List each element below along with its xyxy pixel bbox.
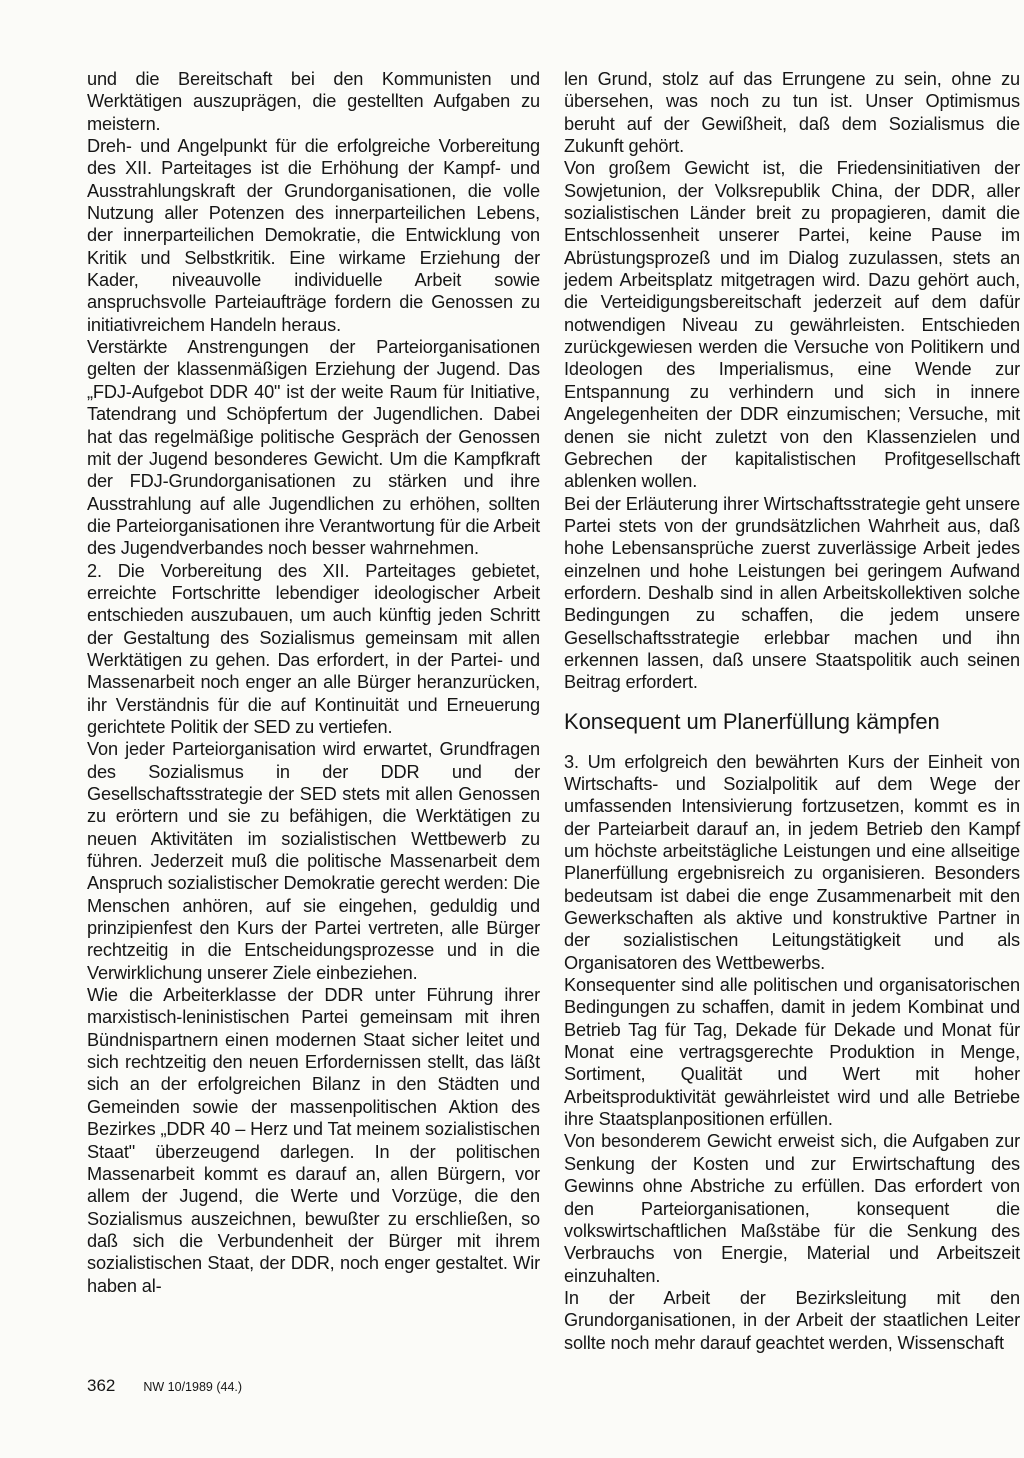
paragraph: Verstärkte Anstrengungen der Parteiorganisationen gelten der klassenmäßigen Erziehung der Jugend. Das „FDJ-Aufgebot DDR 40" ist der weite Raum für Initiative, Tatendrang und Schöpfertum der Jugendlichen. Dabei hat das regelmäßige politische Gespräch der Genossen mit der Jugend besonderes Gewicht. Um die Kampfkraft der FDJ-Grundorganisationen zu stärken und ihre Ausstrahlung auf alle Jugendlichen zu erhöhen, sollten die Parteiorganisationen ihre Verantwortung für die Arbeit des Jugendverbandes noch besser wahrnehmen. [87,337,540,559]
paragraph: Wie die Arbeiterklasse der DDR unter Führung ihrer marxistisch-leninistischen Partei gemeinsam mit ihren Bündnispartnern einen modernen Staat sicher leitet und sich rechtzeitig den neuen Erfordernissen stellt, das läßt sich an der erfolgreichen Bilanz in den Städten und Gemeinden sowie der massenpolitischen Aktion des Bezirkes „DDR 40 – Herz und Tat meinem sozialistischen Staat" überzeugend darlegen. In der politischen Massenarbeit kommt es darauf an, allen Bürgern, vor allem der Jugend, die Werte und Vorzüge, die den Sozialismus auszeichnen, bewußter zu erschließen, so daß sich die Verbundenheit der Bürger mit ihrem sozialistischen Staat, der DDR, noch enger gestaltet. Wir haben al- [87,985,540,1296]
page-footer [87,1376,242,1396]
paragraph: Von besonderem Gewicht erweist sich, die Aufgaben zur Senkung der Kosten und zur Erwirtschaftung des Gewinns ohne Abstriche zu erfüllen. Das erfordert von den Parteiorganisationen, konsequent die volkswirtschaftlichen Maßstäbe für die Senkung des Verbrauchs von Energie, Material und Arbeitszeit einzuhalten. [564,1131,1020,1286]
paragraph: 3. Um erfolgreich den bewährten Kurs der Einheit von Wirtschafts- und Sozialpolitik auf dem Wege der umfassenden Intensivierung fortzusetzen, kommt es in der Parteiarbeit darauf an, in jedem Betrieb den Kampf um höchste arbeitstägliche Leistungen und eine allseitige Planerfüllung ergebnisreich zu organisieren. Besonders bedeutsam ist dabei die enge Zusammenarbeit mit den Gewerkschaften als aktive und konstruktive Partner in der sozialistischen Leitungstätigkeit und als Organisatoren des Wettbewerbs. [564,751,1020,973]
page-number: 362 [87,1376,116,1395]
paragraph: Bei der Erläuterung ihrer Wirtschaftsstrategie geht unsere Partei stets von der grundsätzlichen Wahrheit aus, daß hohe Lebensansprüche zuerst zuverlässige Arbeit jedes einzelnen und hohe Leistungen bei geringem Aufwand erfordern. Deshalb sind in allen Arbeitskollektiven solche Bedingungen zu schaffen, die jedem unsere Gesellschaftsstrategie erlebbar machen und ihn erkennen lassen, daß unsere Staatspolitik auch seinen Beitrag erfordert. [564,493,1020,693]
paragraph: Von jeder Parteiorganisation wird erwartet, Grundfragen des Sozialismus in der DDR und der Gesellschaftsstrategie der SED stets mit allen Genossen zu erörtern und sie zu befähigen, die Werktätigen zu neuen Aktivitäten im sozialistischen Wettbewerb zu führen. Jederzeit muß die politische Massenarbeit dem Anspruch sozialistischer Demokratie gerecht werden: Die Menschen anhören, auf sie eingehen, geduldig und prinzipienfest den Kurs der Partei vertreten, alle Bürger rechtzeitig in die Entscheidungsprozesse und in die Verwirklichung unserer Ziele einbeziehen. [87,739,540,983]
section-heading: Konsequent um Planerfüllung kämpfen [564,708,940,734]
journal-reference: NW 10/1989 (44.) [143,1380,243,1394]
paragraph: len Grund, stolz auf das Errungene zu sein, ohne zu übersehen, was noch zu tun ist. Unser Optimismus beruht auf der Gewißheit, daß dem Sozialismus die Zukunft gehört. [564,69,1020,157]
right-column [564,68,1020,1354]
paragraph: 2. Die Vorbereitung des XII. Parteitages gebietet, erreichte Fortschritte lebendiger ideologischer Arbeit entschieden auszubauen, um auch künftig jeden Schritt der Gestaltung des Sozialismus gemeinsam mit allen Werktätigen zu gehen. Das erfordert, in der Partei- und Massenarbeit noch enger an alle Bürger heranzurücken, ihr Verständnis für die auf Kontinuität und Erneuerung gerichtete Politik der SED zu vertiefen. [87,560,540,737]
paragraph: Konsequenter sind alle politischen und organisatorischen Bedingungen zu schaffen, damit in jedem Kombinat und Betrieb Tag für Tag, Dekade für Dekade und Monat für Monat eine vertragsgerechte Produktion in Menge, Sortiment, Qualität und Wert mit hoher Arbeitsproduktivität gewährleistet wird und alle Betriebe ihre Staatsplanpositionen erfüllen. [564,975,1020,1130]
left-column [87,68,540,1297]
paragraph: Dreh- und Angelpunkt für die erfolgreiche Vorbereitung des XII. Parteitages ist die Erhöhung der Kampf- und Ausstrahlungskraft der Grundorganisationen, die volle Nutzung aller Potenzen des innerparteilichen Lebens, der innerparteilichen Demokratie, die Entwicklung von Kritik und Selbstkritik. Eine wirkame Erziehung der Kader, niveauvolle individuelle Arbeit sowie anspruchsvolle Parteiaufträge fordern die Genossen zu initiativreichem Handeln heraus. [87,136,540,335]
paragraph: und die Bereitschaft bei den Kommunisten und Werktätigen auszuprägen, die gestellten Aufgaben zu meistern. [87,69,540,134]
paragraph: In der Arbeit der Bezirksleitung mit den Grundorganisationen, in der Arbeit der staatlichen Leiter sollte noch mehr darauf geachtet werden, Wissenschaft [564,1287,1020,1353]
paragraph: Von großem Gewicht ist, die Friedensinitiativen der Sowjetunion, der Volksrepublik China, der DDR, aller sozialistischen Länder breit zu propagieren, damit die Entschlossenheit unserer Partei, keine Pause im Abrüstungsprozeß und im Dialog zuzulassen, stets an jedem Arbeitsplatz mitgetragen wird. Dazu gehört auch, die Verteidigungsbereitschaft jederzeit auf dem dafür notwendigen Niveau zu gewährleisten. Entschieden zurückgewiesen werden die Versuche von Politikern und Ideologen des Imperialismus, eine Wende zur Entspannung zu verhindern und sich in innere Angelegenheiten der DDR einzumischen; Versuche, mit denen sie nicht zuletzt von den Klassenzielen und Gebrechen der kapitalistischen Profitgesellschaft ablenken wollen. [564,158,1020,492]
